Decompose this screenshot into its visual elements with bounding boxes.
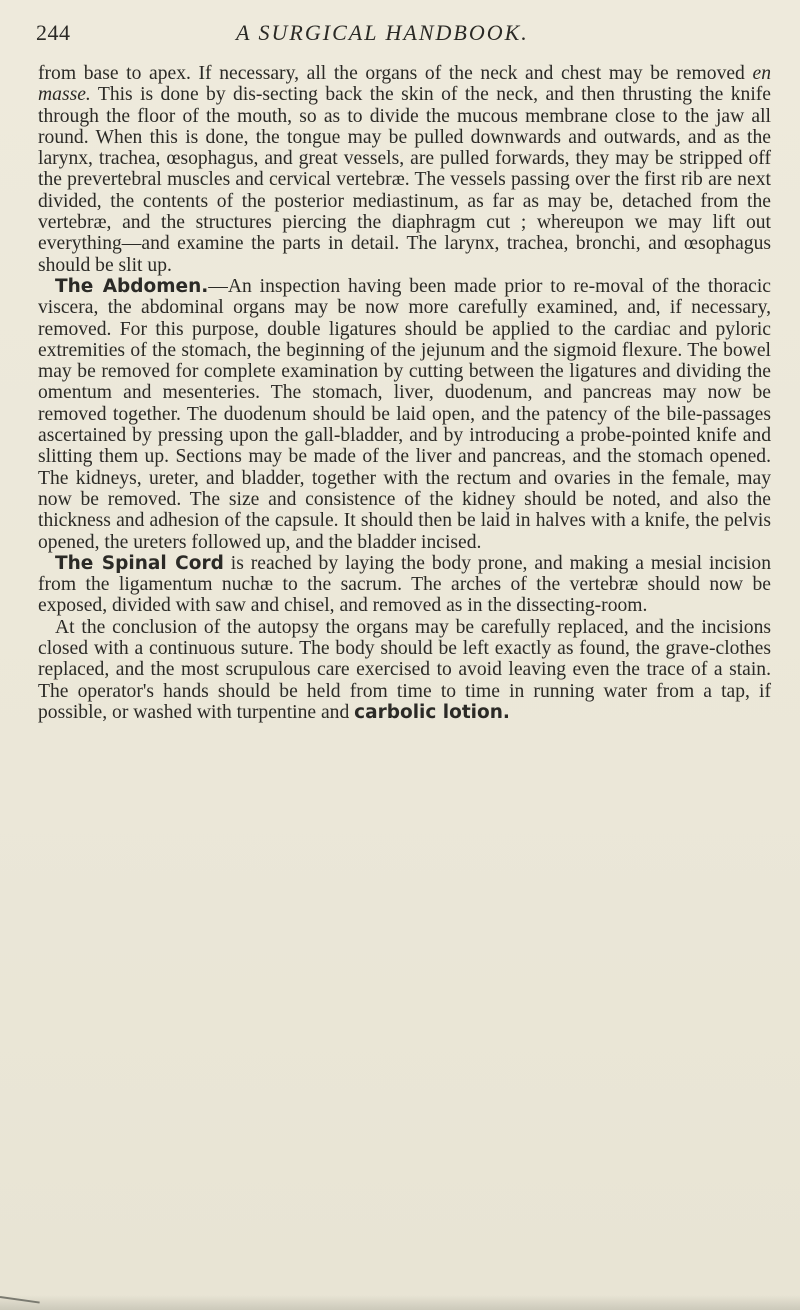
book-title: A SURGICAL HANDBOOK.	[236, 20, 529, 45]
paragraph-abdomen-text: —An inspection having been made prior to re-moval of the thoracic viscera, the abdominal organs may be now more carefully examined, and, if necessary, removed. For this purpose, double ligatures should be applied to the cardiac and pyloric extremities of the stomach, the beginning of the jejunum and the sigmoid flexure. The bowel may be removed for complete examination by cutting between the ligatures and dividing the omentum and mesenteries. The stomach, liver, duodenum, and pancreas may now be removed together. The duodenum should be laid open, and the patency of the bile-passages ascertained by pressing upon the gall-bladder, and by introducing a probe-pointed knife and slitting them up. Sections may be made of the liver and pancreas, and the stomach opened. The kidneys, ureter, and bladder, together with the rectum and ovaries in the female, may now be removed. The size and consistence of the kidney should be noted, and also the thickness and adhesion of the capsule. It should then be laid in halves with a knife, the pelvis opened, the ureters followed up, and the bladder incised.	[38, 275, 771, 553]
final-phrase: carbolic lotion.	[354, 701, 510, 723]
paragraph-conclusion-text: At the conclusion of the autopsy the organs may be carefully replaced, and the incisions closed with a continuous suture. The body should be left exactly as found, the grave-clothes replaced, and the most scrupulous care exercised to avoid leaving even the trace of a stain. The operator's hands should be held from time to time in running water from a tap, if possible, or washed with turpentine and	[38, 616, 771, 723]
paragraph-continuation	[38, 63, 771, 276]
section-heading-abdomen: The Abdomen.	[55, 275, 209, 297]
page-bottom-edge	[0, 1295, 800, 1310]
paragraph-spinal-cord	[38, 553, 771, 617]
italic-phrase: en masse.	[38, 63, 771, 106]
page-number: 244	[36, 20, 71, 45]
body-text	[38, 63, 771, 723]
paragraph-1-text-continued: This is done by dis-secting back the skin of the neck, and then thrusting the knife through the floor of the mouth, so as to divide the mucous membrane close to the jaw all round. When this is done, the tongue may be pulled downwards and outwards, and as the larynx, trachea, œsophagus, and great vessels, are pulled forwards, they may be stripped off the prevertebral muscles and cervical vertebræ. The vessels passing over the first rib are next divided, the contents of the posterior mediastinum, as far as may be, detached from the vertebræ, and the structures piercing the diaphragm cut ; whereupon we may lift out everything—and examine the parts in detail. The larynx, trachea, bronchi, and œsophagus should be slit up.	[38, 84, 771, 276]
paragraph-conclusion	[38, 617, 771, 723]
running-head	[36, 12, 766, 48]
paragraph-abdomen	[38, 276, 771, 553]
paragraph-spinal-cord-text: is reached by laying the body prone, and making a mesial incision from the ligamentum nuchæ to the sacrum. The arches of the vertebræ should now be exposed, divided with saw and chisel, and removed as in the dissecting-room.	[38, 552, 771, 617]
paragraph-1-text: from base to apex. If necessary, all the organs of the neck and chest may be removed	[38, 63, 753, 84]
section-heading-spinal-cord: The Spinal Cord	[55, 552, 224, 574]
